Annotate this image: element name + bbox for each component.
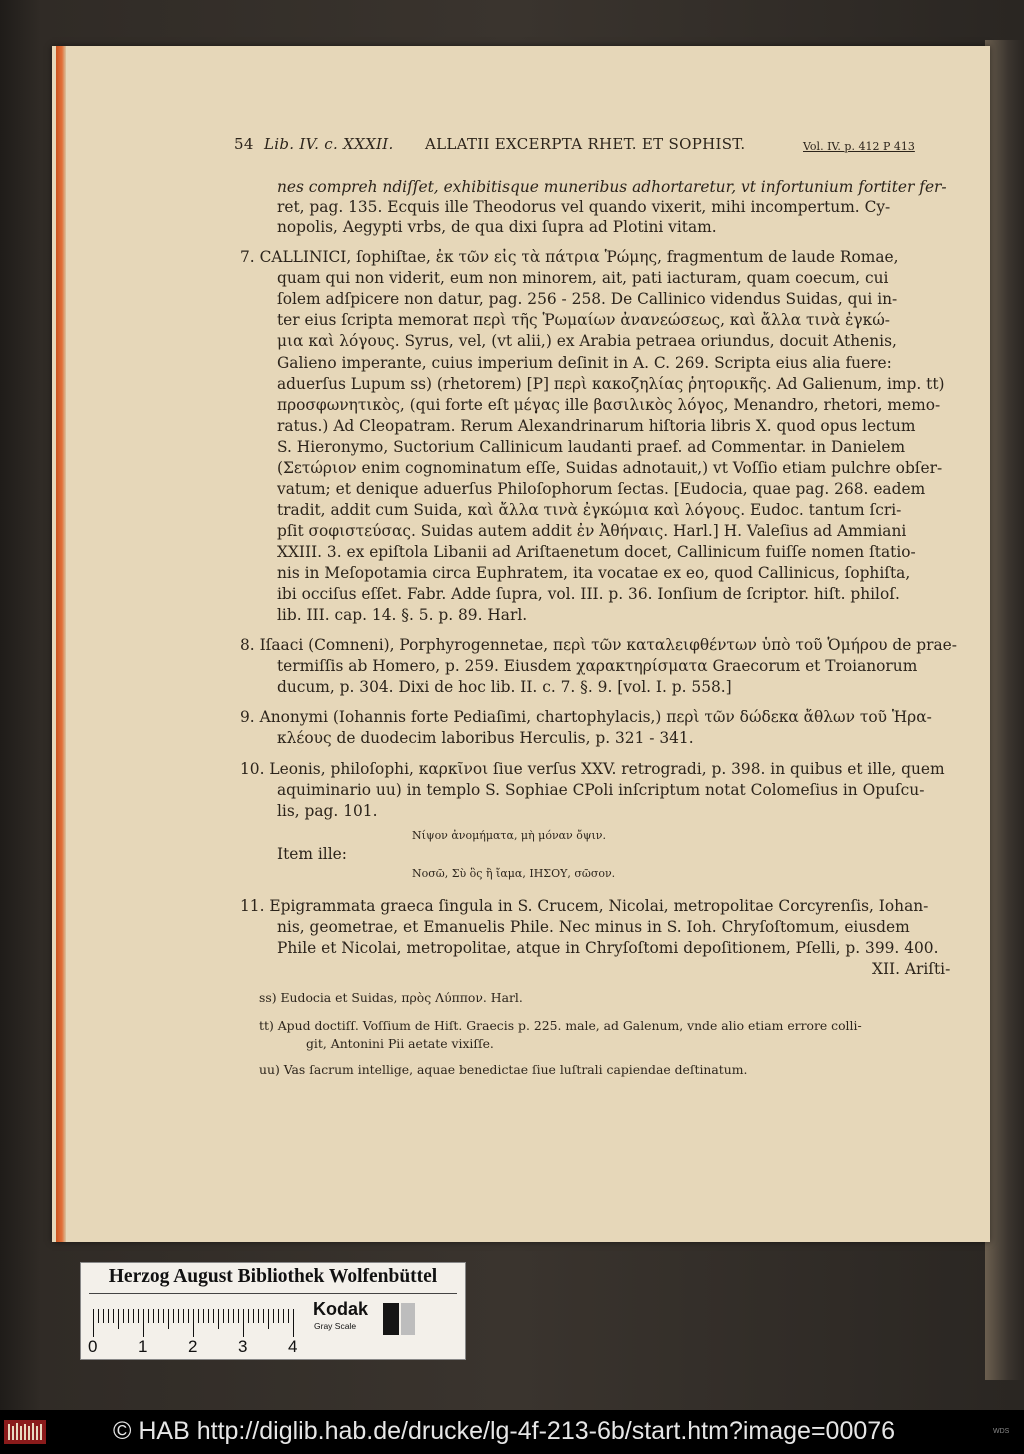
- ruler-tick: [183, 1309, 184, 1323]
- body-line: μια καὶ λόγους. Syrus, vel, (vt alii,) ex Arabia petraea oriundus, docuit Athenis,: [277, 332, 897, 350]
- verse-intro: Item ille:: [277, 845, 347, 863]
- ruler-tick-major: [193, 1309, 194, 1337]
- ruler-tick-major: [143, 1309, 144, 1337]
- ruler-tick: [178, 1309, 179, 1323]
- library-color-card: [80, 1262, 466, 1360]
- footer-bar: [0, 1410, 1024, 1454]
- body-line: ducum, p. 304. Dixi de hoc lib. II. c. 7. §. 9. [vol. I. p. 558.]: [277, 678, 732, 696]
- page-number: 54: [234, 135, 254, 153]
- body-line: termiſſis ab Homero, p. 259. Eiusdem χαρακτηρίσματα Graecorum et Troianorum: [277, 657, 918, 675]
- ruler-number: 0: [88, 1337, 98, 1356]
- body-line: ratus.) Ad Cleopatram. Rerum Alexandrinarum hiſtoria libris X. quod opus lectum: [277, 417, 916, 435]
- verse-line: Νίψον ἀνομήματα, μὴ μόναν ὄψιν.: [412, 829, 606, 842]
- ruler-tick: [263, 1309, 264, 1323]
- ruler-tick: [278, 1309, 279, 1323]
- body-line: ret, pag. 135. Ecquis ille Theodorus vel quando vixerit, mihi incompertum. Cy-: [277, 198, 891, 216]
- ruler-tick: [153, 1309, 154, 1323]
- verse-line: Νοσῶ, Σὺ ὃς ἢ ἴαμα, ΙΗΣΟΥ, σῶσον.: [412, 867, 616, 880]
- footnote: ss) Eudocia et Suidas, πρὸς Λύππον. Harl.: [259, 990, 523, 1005]
- catchword: XII. Ariſti-: [872, 960, 951, 978]
- body-line: nis, geometrae, et Emanuelis Phile. Nec minus in S. Ioh. Chryſoſtomum, eiusdem: [277, 918, 910, 936]
- ruler-tick: [223, 1309, 224, 1323]
- body-line: lib. III. cap. 14. §. 5. p. 89. Harl.: [277, 606, 528, 624]
- body-line: nopolis, Aegypti vrbs, de qua dixi ſupra ad Plotini vitam.: [277, 218, 717, 236]
- body-line: quam qui non viderit, eum non minorem, ait, pati iacturam, quam coecum, cui: [277, 269, 889, 287]
- ruler-tick: [203, 1309, 204, 1323]
- ruler-tick-major: [93, 1309, 94, 1337]
- ruler-tick: [168, 1309, 169, 1329]
- body-line: κλέους de duodecim laboribus Herculis, p. 321 - 341.: [277, 729, 694, 747]
- ruler-number: 4: [288, 1337, 298, 1356]
- body-line: Galieno imperante, cuius imperium deſinit in A. C. 269. Scripta eius alia fuere:: [277, 354, 892, 372]
- footer-mark: WDS: [993, 1428, 1010, 1435]
- body-line: ter eius ſcripta memorat περὶ τῆς Ῥωμαίων ἀνανεώσεως, καὶ ἄλλα τινὰ ἐγκώ-: [277, 311, 890, 329]
- footnote: uu) Vas ſacrum intellige, aquae benedictae ſiue luſtrali capiendae deſtinatum.: [259, 1062, 748, 1077]
- ruler-tick: [283, 1309, 284, 1323]
- ruler-tick: [258, 1309, 259, 1323]
- ruler-tick: [208, 1309, 209, 1323]
- body-line: lis, pag. 101.: [277, 802, 378, 820]
- body-line: vatum; et denique aduerſus Philoſophorum ſectas. [Eudocia, quae pag. 268. eadem: [277, 480, 926, 498]
- footnote: git, Antonini Pii aetate vixiſſe.: [306, 1036, 494, 1051]
- body-line: XXIII. 3. ex epiſtola Libanii ad Ariſtaenetum docet, Callinicum fuiſſe nomen ſtatio-: [277, 543, 916, 561]
- ruler-tick: [158, 1309, 159, 1323]
- body-line: 8. Iſaaci (Comneni), Porphyrogennetae, περὶ τῶν καταλειφθέντων ὑπὸ τοῦ Ὁμήρου de prae-: [240, 636, 957, 654]
- ruler-tick: [173, 1309, 174, 1323]
- ruler-tick: [253, 1309, 254, 1323]
- body-line: aduerſus Lupum ss) (rhetorem) [P] περὶ κακοζηλίας ῥητορικῆς. Ad Galienum, imp. tt): [277, 375, 945, 393]
- body-line: ſolem adſpicere non datur, pag. 256 - 258. De Callinico videndus Suidas, qui in-: [277, 290, 898, 308]
- body-line: 7. CALLINICI, ſophiſtae, ἐκ τῶν εἰς τὰ πάτρια Ῥώμης, fragmentum de laude Romae,: [240, 248, 899, 266]
- body-line: (Σετώριον enim cognominatum eſſe, Suidas adnotauit,) vt Voſſio etiam pulchre obſer-: [277, 459, 943, 477]
- ruler-tick-major: [293, 1309, 294, 1337]
- ruler-number: 3: [238, 1337, 248, 1356]
- ruler-tick-major: [243, 1309, 244, 1337]
- ruler-tick: [108, 1309, 109, 1323]
- ruler-tick: [98, 1309, 99, 1323]
- ruler-tick: [233, 1309, 234, 1323]
- ruler-tick: [238, 1309, 239, 1323]
- kodak-brand: Kodak: [313, 1299, 369, 1319]
- copyright-url: © HAB http://diglib.hab.de/drucke/lg-4f-213-6b/start.htm?image=00076: [113, 1417, 896, 1445]
- ruler-tick: [213, 1309, 214, 1323]
- body-line: nes compreh ndiſſet, exhibitisque muneribus adhortaretur, vt infortunium fortiter fer-: [277, 178, 947, 196]
- body-line: 11. Epigrammata graeca ſingula in S. Crucem, Nicolai, metropolitae Corcyrenſis, Iohan-: [240, 897, 929, 915]
- body-line: pſit σοφιστεύσας. Suidas autem addit ἐν Ἀθήναις. Harl.] H. Valeſius ad Ammiani: [277, 522, 907, 540]
- ruler-tick: [148, 1309, 149, 1323]
- ruler-tick: [123, 1309, 124, 1323]
- ruler-tick: [248, 1309, 249, 1323]
- body-line: 9. Anonymi (Iohannis forte Pediaſimi, chartophylacis,) περὶ τῶν δώδεκα ἄθλων τοῦ Ἡρα-: [240, 708, 932, 726]
- kodak-gray-scale-label: Gray Scale: [314, 1321, 357, 1331]
- ruler-tick: [103, 1309, 104, 1323]
- ruler-tick: [113, 1309, 114, 1323]
- body-line: προσφωνητικὸς, (qui forte eſt μέγας ille βασιλικὸς λόγος, Menandro, rhetori, memo-: [277, 396, 941, 414]
- library-name: Herzog August Bibliothek Wolfenbüttel: [108, 1266, 438, 1287]
- body-line: tradit, addit cum Suida, καὶ ἄλλα τινὰ ἐγκώμια καὶ λόγους. Eudoc. tantum ſcri-: [277, 501, 902, 519]
- card-divider: [89, 1293, 457, 1294]
- body-line: Phile et Nicolai, metropolitae, atque in Chryſoſtomi depoſitionem, Pſelli, p. 399. 400.: [277, 939, 939, 957]
- body-line: aquiminario uu) in templo S. Sophiae CPoli inſcriptum notat Colomeſius in Opuſcu-: [277, 781, 925, 799]
- ruler-tick: [163, 1309, 164, 1323]
- ruler-tick: [218, 1309, 219, 1329]
- ruler-tick: [128, 1309, 129, 1323]
- body-line: 10. Leonis, philoſophi, καρκῖνοι ſiue verſus XXV. retrogradi, p. 398. in quibus et ille, quem: [240, 760, 945, 778]
- ruler-tick: [118, 1309, 119, 1329]
- volume-reference: Vol. IV. p. 412 P 413: [803, 140, 915, 153]
- footnote: tt) Apud doctiſſ. Voſſium de Hiſt. Graecis p. 225. male, ad Galenum, vnde alio etiam errore colli-: [259, 1018, 862, 1033]
- gray-patch-light: [401, 1303, 415, 1335]
- body-line: S. Hieronymo, Suctorium Callinicum laudanti praef. ad Commentar. in Danielem: [277, 438, 906, 456]
- running-title-italic: Lib. IV. c. XXXII.: [264, 135, 394, 153]
- gray-patch-dark: [383, 1303, 399, 1335]
- ruler-number: 2: [188, 1337, 198, 1356]
- ruler-tick: [138, 1309, 139, 1323]
- ruler-tick: [188, 1309, 189, 1323]
- ruler-tick: [198, 1309, 199, 1323]
- running-title: ALLATII EXCERPTA RHET. ET SOPHIST.: [425, 135, 746, 153]
- ruler-number: 1: [138, 1337, 148, 1356]
- ruler-tick: [133, 1309, 134, 1323]
- library-logo-icon: [4, 1420, 46, 1444]
- body-line: ibi occiſus eſſet. Fabr. Adde ſupra, vol. III. p. 36. Ionſium de ſcriptor. hiſt. philoſ.: [277, 585, 900, 603]
- ruler-tick: [228, 1309, 229, 1323]
- ruler-tick: [273, 1309, 274, 1323]
- ruler-tick: [268, 1309, 269, 1329]
- body-line: nis in Meſopotamia circa Euphratem, ita vocatae ex eo, quod Callinicus, ſophiſta,: [277, 564, 911, 582]
- ruler-tick: [288, 1309, 289, 1323]
